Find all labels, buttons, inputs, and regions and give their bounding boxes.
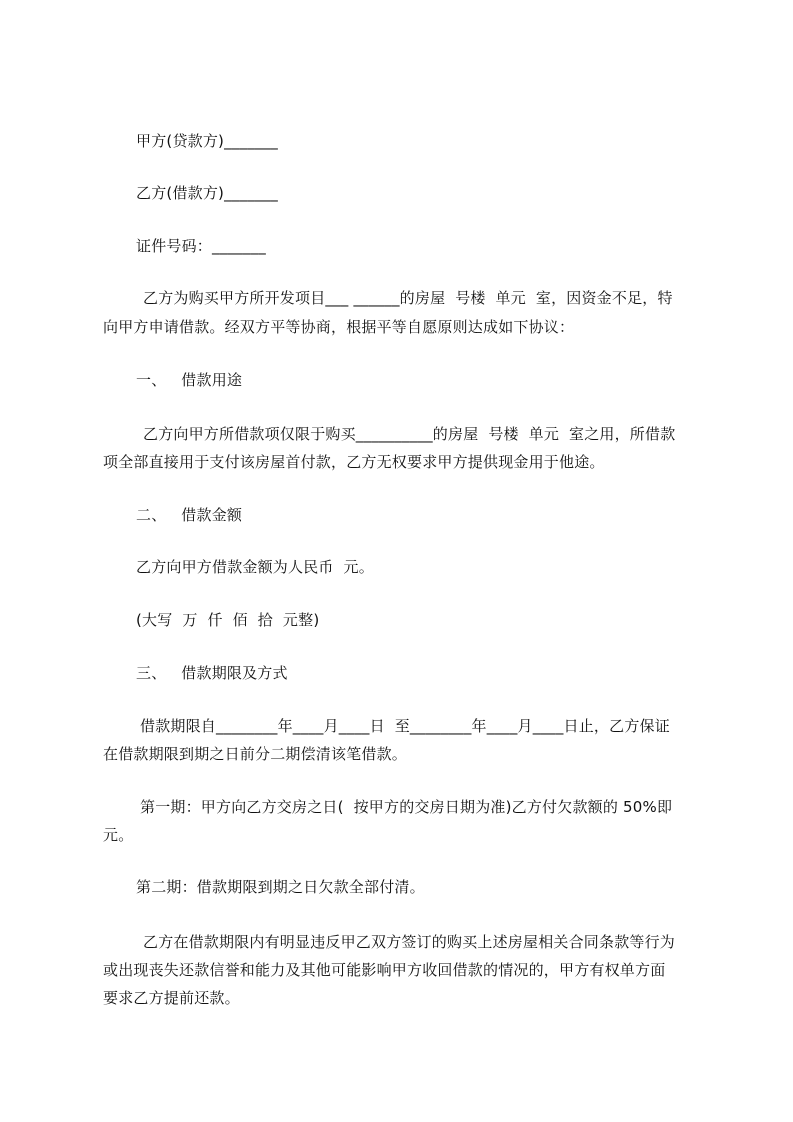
id-number-line: 证件号码：_______ (136, 237, 266, 255)
amount-in-words-line: (大写 万 仟 佰 拾 元整) (136, 611, 320, 629)
breach-clause-line-2: 或出现丧失还款信誉和能力及其他可能影响甲方收回借款的情况的，甲方有权单方面 (103, 961, 666, 979)
intro-line-2: 向甲方申请借款。经双方平等协商，根据平等自愿原则达成如下协议： (103, 318, 575, 336)
second-installment-line: 第二期：借款期限到期之日欠款全部付清。 (136, 878, 425, 896)
term-line-1: 借款期限自________年____月____日 至________年____月____日止，乙方保证 (140, 717, 670, 735)
section-1-body-line-1: 乙方向甲方所借款项仅限于购买__________的房屋 号楼 单元 室之用，所借款 (143, 425, 676, 443)
term-line-2: 在借款期限到期之日前分二期偿清该笔借款。 (103, 745, 408, 763)
breach-clause-line-1: 乙方在借款期限内有明显违反甲乙双方签订的购买上述房屋相关合同条款等行为 (143, 933, 676, 951)
breach-clause-line-3: 要求乙方提前还款。 (103, 989, 240, 1007)
section-2-heading: 二、 借款金额 (136, 506, 243, 524)
party-b-line: 乙方(借款方)_______ (136, 184, 279, 202)
section-1-heading: 一、 借款用途 (136, 371, 243, 389)
loan-amount-line: 乙方向甲方借款金额为人民币 元。 (136, 558, 374, 576)
section-3-heading: 三、 借款期限及方式 (136, 664, 288, 682)
first-installment-line-1: 第一期：甲方向乙方交房之日( 按甲方的交房日期为准)乙方付欠款额的 50%即 (140, 798, 673, 816)
first-installment-line-2: 元。 (103, 826, 134, 844)
party-a-line: 甲方(贷款方)_______ (136, 132, 279, 150)
section-1-body-line-2: 项全部直接用于支付该房屋首付款，乙方无权要求甲方提供现金用于他途。 (103, 453, 605, 471)
intro-line-1: 乙方为购买甲方所开发项目___ ______的房屋 号楼 单元 室，因资金不足，特 (143, 289, 673, 307)
